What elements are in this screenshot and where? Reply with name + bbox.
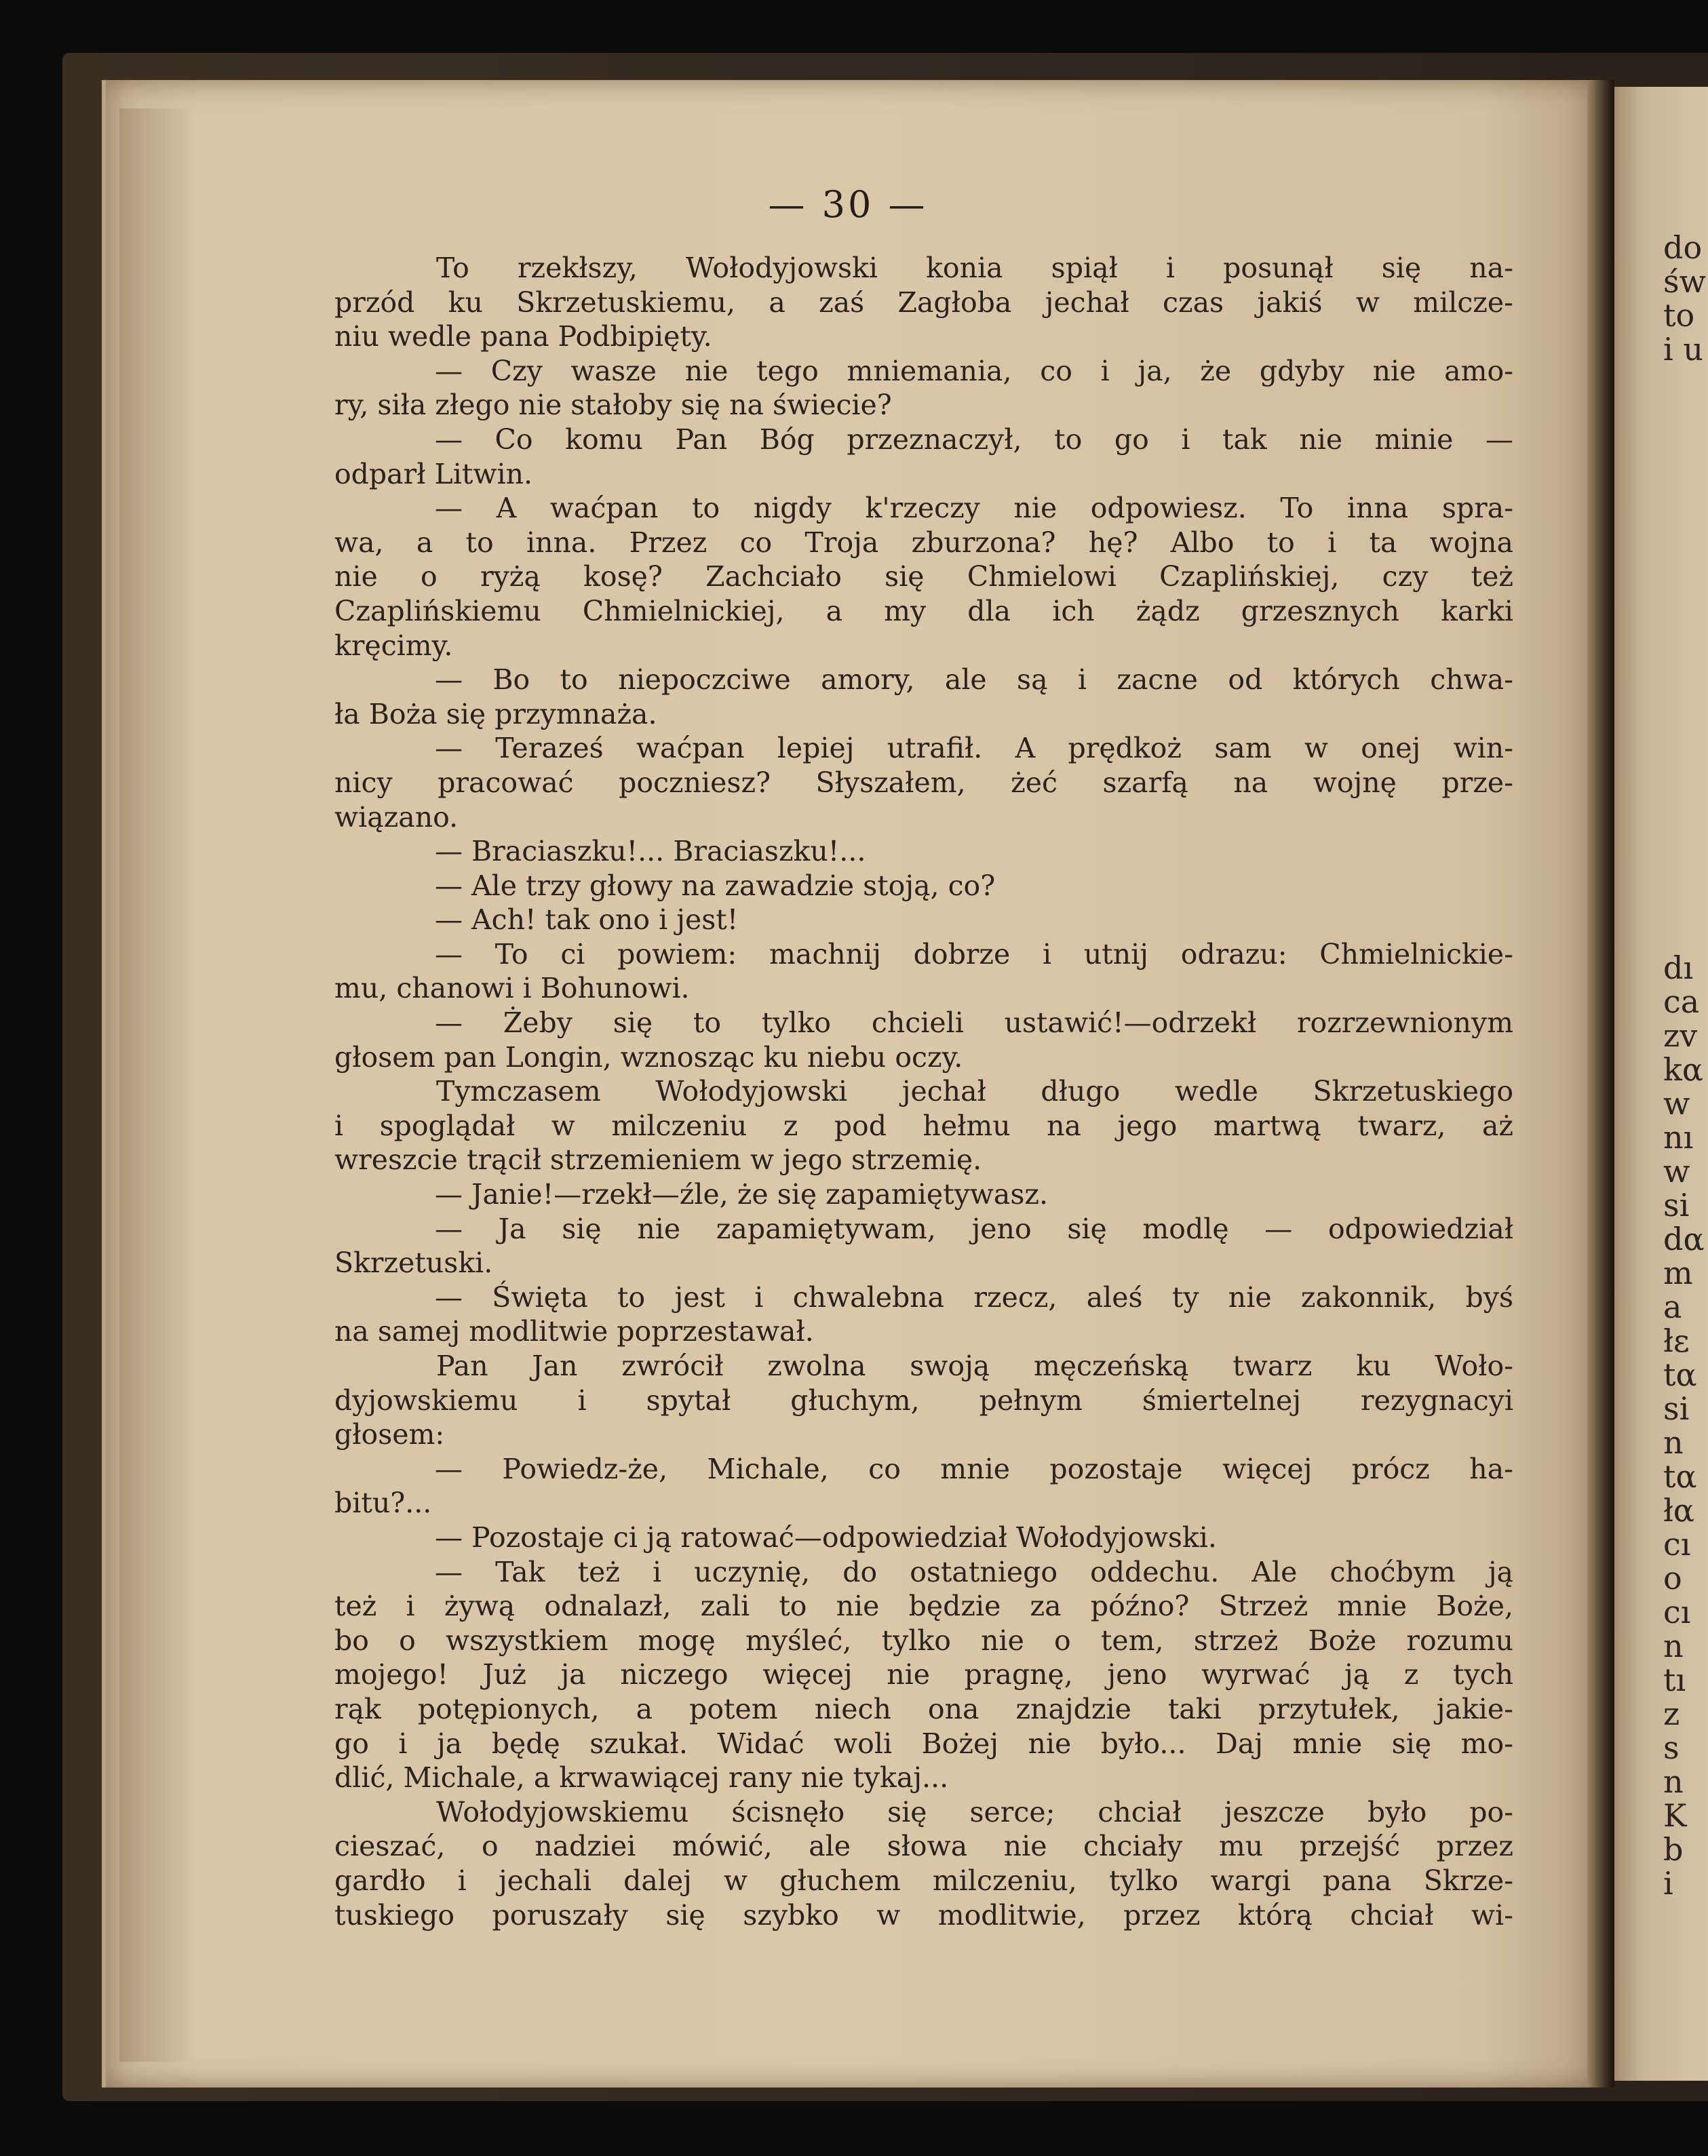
- text-line: na samej modlitwie poprzestawał.: [334, 1315, 814, 1348]
- text-line: To rzekłszy, Wołodyjowski konia spiął i posunął się na-: [436, 252, 1513, 284]
- text-line: bitu?...: [334, 1487, 432, 1520]
- text-line: ry, siła złego nie stałoby się na świecie?: [334, 389, 892, 422]
- text-line: — To ci powiem: machnij dobrze i utnij odrazu: Chmielnickie-: [435, 937, 1513, 971]
- text-line: Czaplińskiemu Chmielnickiej, a my dla ich żądz grzesznych karki: [334, 594, 1513, 627]
- text-line: wa, a to inna. Przez co Troja zburzona? hę? Albo to i ta wojna: [334, 526, 1513, 559]
- next-page-fragment: łε: [1663, 1322, 1690, 1359]
- text-line: — Tak też i uczynię, do ostatniego oddechu. Ale choćbym ją: [435, 1555, 1513, 1588]
- text-line: Skrzetuski.: [334, 1247, 493, 1280]
- next-page-fragment: K: [1663, 1797, 1687, 1834]
- page-text: [334, 251, 1513, 1932]
- text-line: cieszać, o nadziei mówić, ale słowa nie chciały mu przejść przez: [334, 1830, 1513, 1863]
- next-page-fragment: to: [1663, 297, 1695, 334]
- text-line: — Święta to jest i chwalebna rzecz, aleś ty nie zakonnik, byś: [435, 1280, 1513, 1314]
- text-line: — Ach! tak ono i jest!: [435, 903, 739, 937]
- text-line: — Co komu Pan Bóg przeznaczył, to go i tak nie minie —: [435, 423, 1513, 456]
- next-page-fragment: s: [1663, 1729, 1680, 1766]
- text-line: Pan Jan zwrócił zwolna swoją męczeńską twarz ku Woło-: [436, 1350, 1513, 1382]
- text-line: — Ja się nie zapamiętywam, jeno się modlę — odpowiedział: [435, 1212, 1513, 1245]
- next-page-fragments-top: [1663, 231, 1706, 366]
- next-page-fragment: tα: [1663, 1458, 1697, 1495]
- text-line: gardło i jechali dalej w głuchem milczeniu, tylko wargi pana Skrze-: [334, 1864, 1513, 1897]
- text-line: odparł Litwin.: [334, 457, 533, 490]
- next-page-fragment: w: [1663, 1153, 1690, 1190]
- text-line: wiązano.: [334, 800, 459, 834]
- next-page-fragment: do: [1663, 229, 1703, 266]
- next-page-fragment: w: [1663, 1085, 1690, 1122]
- text-line: nicy pracować poczniesz? Słyszałem, żeć szarfą na wojnę prze-: [334, 766, 1513, 799]
- text-line: dyjowskiemu i spytał głuchym, pełnym śmiertelnej rezygnacyi: [334, 1384, 1513, 1417]
- text-line: tuskiego poruszały się szybko w modlitwie, przez którą chciał wi-: [334, 1898, 1513, 1932]
- next-page-fragment: św: [1663, 263, 1706, 300]
- text-line: bo o wszystkiem mogę myśleć, tylko nie o tem, strzeż Boże rozumu: [334, 1624, 1513, 1657]
- next-page-fragment: i u: [1663, 331, 1703, 368]
- text-line: — Czy wasze nie tego mniemania, co i ja, że gdyby nie amo-: [435, 354, 1513, 387]
- next-page-fragment: tα: [1663, 1356, 1697, 1393]
- next-page-fragment: cı: [1663, 1526, 1691, 1563]
- text-line: przód ku Skrzetuskiemu, a zaś Zagłoba jechał czas jakiś w milcze-: [334, 286, 1513, 319]
- next-page-fragment: ca: [1663, 983, 1700, 1020]
- text-line: rąk potępionych, a potem niech ona znajdzie taki przytułek, jakie-: [334, 1692, 1513, 1725]
- text-line: Wołodyjowskiemu ścisnęło się serce; chciał jeszcze było po-: [436, 1795, 1513, 1828]
- next-page-fragment: z: [1663, 1696, 1680, 1732]
- text-line: niu wedle pana Podbipięty.: [334, 320, 712, 353]
- text-line: mojego! Już ja niczego więcej nie pragnę, jeno wyrwać ją z tych: [334, 1658, 1513, 1691]
- next-page-fragment: dα: [1663, 1221, 1705, 1257]
- next-page-fragment: b: [1663, 1831, 1684, 1868]
- text-line: — Janie!—rzekł—źle, że się zapamiętywasz.: [435, 1178, 1049, 1211]
- page-edge-shadow: [119, 109, 195, 2062]
- next-page-fragment: kα: [1663, 1051, 1703, 1088]
- text-line: — Teraześ waćpan lepiej utrafił. A prędkoż sam w onej win-: [435, 732, 1513, 765]
- text-line: kręcimy.: [334, 629, 453, 662]
- next-page-fragment: zv: [1663, 1017, 1698, 1054]
- next-page-fragment: m: [1663, 1255, 1693, 1291]
- next-page-fragment: o: [1663, 1560, 1682, 1596]
- text-line: — Powiedz-że, Michale, co mnie pozostaje więcej prócz ha-: [435, 1452, 1513, 1485]
- next-page-fragment: si: [1663, 1390, 1690, 1427]
- text-line: i spoglądał w milczeniu z pod hełmu na jego martwą twarz, aż: [334, 1109, 1513, 1142]
- text-line: — Pozostaje ci ją ratować—odpowiedział Wołodyjowski.: [435, 1521, 1217, 1554]
- next-page-fragment: cı: [1663, 1594, 1691, 1630]
- page-number: — 30 —: [768, 183, 928, 226]
- text-line: Tymczasem Wołodyjowski jechał długo wedle Skrzetuskiego: [436, 1075, 1513, 1108]
- next-page-fragment: i: [1663, 1865, 1673, 1902]
- next-page-fragment: łα: [1663, 1492, 1694, 1529]
- text-line: nie o ryżą kosę? Zachciało się Chmielowi Czaplińskiej, czy też: [334, 560, 1513, 593]
- next-page-fragments-bottom: [1663, 951, 1705, 1900]
- next-page-fragment: a: [1663, 1289, 1682, 1325]
- next-page-fragment: n: [1663, 1424, 1684, 1461]
- next-page-fragment: tı: [1663, 1662, 1686, 1698]
- text-line: — Bo to niepoczciwe amory, ale są i zacne od których chwa-: [435, 663, 1513, 697]
- text-line: mu, chanowi i Bohunowi.: [334, 972, 690, 1005]
- text-line: ła Boża się przymnaża.: [334, 697, 657, 730]
- text-line: też i żywą odnalazł, zali to nie będzie za późno? Strzeż mnie Boże,: [334, 1590, 1513, 1623]
- book-gutter: [1587, 80, 1614, 2088]
- text-line: — A waćpan to nigdy k'rzeczy nie odpowiesz. To inna spra-: [435, 492, 1513, 525]
- text-line: go i ja będę szukał. Widać woli Bożej nie było... Daj mnie się mo-: [334, 1727, 1513, 1760]
- text-line: głosem pan Longin, wznosząc ku niebu oczy.: [334, 1040, 963, 1074]
- next-page-fragment: si: [1663, 1187, 1690, 1223]
- next-page-fragment: dı: [1663, 949, 1694, 986]
- next-page-fragment: n: [1663, 1763, 1684, 1800]
- text-line: wreszcie trącił strzemieniem w jego strzemię.: [334, 1143, 982, 1177]
- text-line: głosem:: [334, 1418, 445, 1451]
- text-line: — Ale trzy głowy na zawadzie stoją, co?: [435, 869, 996, 902]
- text-line: dlić, Michale, a krwawiącej rany nie tykaj...: [334, 1761, 949, 1795]
- text-line: — Żeby się to tylko chcieli ustawić!—odrzekł rozrzewnionym: [435, 1006, 1513, 1040]
- text-line: — Braciaszku!... Braciaszku!...: [435, 835, 866, 868]
- next-page-fragment: n: [1663, 1628, 1684, 1664]
- next-page-fragment: nı: [1663, 1119, 1694, 1156]
